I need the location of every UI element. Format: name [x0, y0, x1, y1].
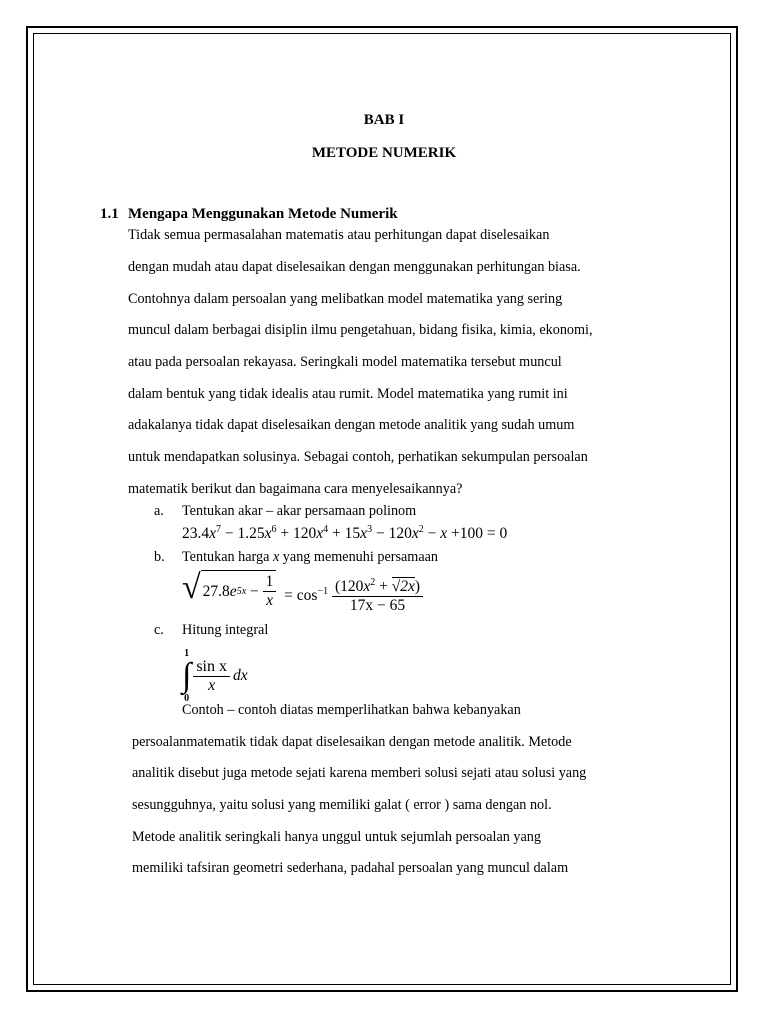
chapter-title: METODE NUMERIK: [311, 145, 457, 161]
list-item-text: Tentukan harga x yang memenuhi persamaan: [182, 549, 439, 565]
list-item-text: Hitung integral: [182, 622, 269, 638]
list-marker: b.: [154, 549, 165, 565]
root-equation: √ 27.8 e 5x − $\frac{1}{x}$ = $\cos^{-1}$ $\frac{(120x^2 + √2x)}{17x - 65}$: [182, 570, 423, 615]
paragraph-line: Tidak semua permasalahan matematis atau perhitungan dapat diselesaikan: [128, 227, 550, 243]
paragraph-line: dalam bentuk yang tidak idealis atau rumit. Model matematika yang rumit ini: [128, 386, 568, 402]
section-title: Mengapa Menggunakan Metode Numerik: [128, 206, 398, 222]
paragraph-line: muncul dalam berbagai disiplin ilmu pengetahuan, bidang fisika, kimia, ekonomi,: [128, 322, 593, 338]
paragraph-line: matematik berikut dan bagaimana cara menyelesaikannya?: [128, 481, 463, 497]
paragraph-line: analitik disebut juga metode sejati karena memberi solusi sejati atau solusi yang: [132, 765, 587, 781]
paragraph-line: Contoh – contoh diatas memperlihatkan bahwa kebanyakan: [182, 702, 521, 718]
polynomial-equation: $23.4x^7 - 1.25x^6 + 120x^4 + 15x^3 - 120x^2 - x +100 = 0$: [182, 524, 508, 542]
paragraph-line: untuk mendapatkan solusinya. Sebagai contoh, perhatikan sekumpulan persoalan: [128, 449, 588, 465]
paragraph-line: atau pada persoalan rekayasa. Seringkali model matematika tersebut muncul: [128, 354, 562, 370]
paragraph-line: sesungguhnya, yaitu solusi yang memiliki galat ( error ) sama dengan nol.: [132, 797, 552, 813]
list-marker: c.: [154, 622, 164, 638]
paragraph-line: adakalanya tidak dapat diselesaikan dengan metode analitik yang sudah umum: [128, 417, 575, 433]
list-marker: a.: [154, 503, 164, 519]
paragraph-line: dengan mudah atau dapat diselesaikan dengan menggunakan perhitungan biasa.: [128, 259, 581, 275]
paragraph-line: Contohnya dalam persoalan yang melibatkan model matematika yang sering: [128, 291, 563, 307]
section-number: 1.1: [100, 206, 119, 222]
list-item-text: Tentukan akar – akar persamaan polinom: [182, 503, 417, 519]
paragraph-line: persoalanmatematik tidak dapat diselesaikan dengan metode analitik. Metode: [132, 734, 572, 750]
integral-expression: 1 ∫ 0 $\frac{\text{sin x}}{x}$ dx: [182, 648, 248, 704]
chapter-label: BAB I: [363, 112, 405, 128]
paragraph-line: Metode analitik seringkali hanya unggul untuk sejumlah persoalan yang: [132, 829, 541, 845]
paragraph-line: memiliki tafsiran geometri sederhana, padahal persoalan yang muncul dalam: [132, 860, 569, 876]
